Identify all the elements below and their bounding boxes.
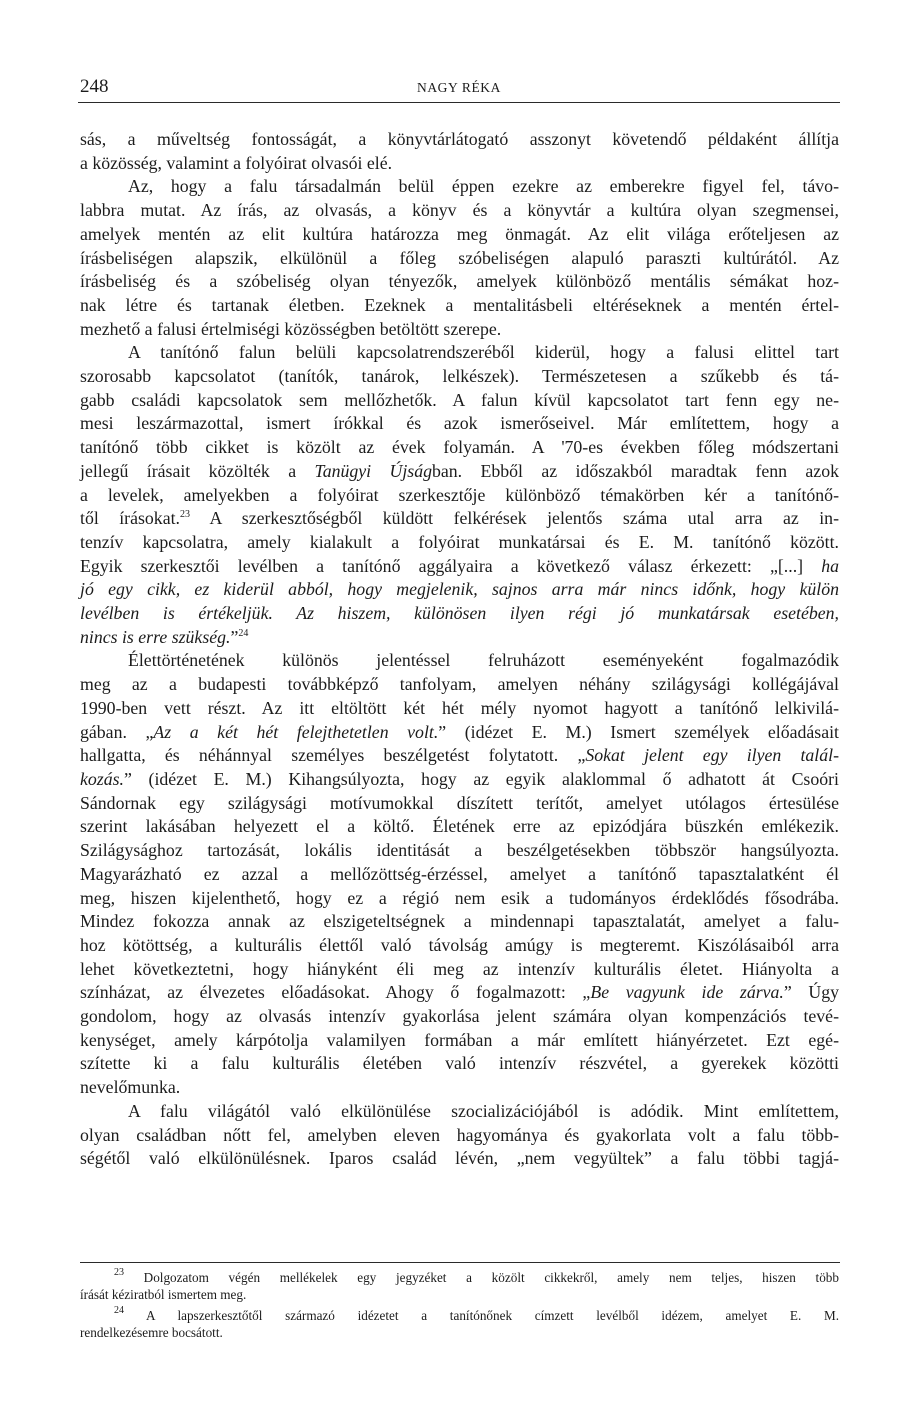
text-line: meg az a budapesti továbbképző tanfolyam, amelyen néhány szilágysági kollégájával <box>80 674 839 695</box>
running-head: NAGY RÉKA <box>416 80 502 95</box>
page-number: 248 <box>80 76 109 97</box>
paragraph <box>80 1100 839 1171</box>
text-line: írásbeliségen alapszik, elkülönül a főleg szóbeliségen alapuló paraszti kultúrától. Az <box>80 247 839 268</box>
text-run: ” <box>230 626 239 647</box>
text-line <box>80 768 839 792</box>
text-line: szerint lakásában helyezett el a költő. Életének erre az epizódjára büszkén emlékezik. <box>80 816 839 837</box>
footnote-ref-23[interactable]: 23 <box>179 509 190 521</box>
text-run: jellegű írásait közölték a <box>80 460 315 481</box>
text-line: Szilágysághoz tartozását, lokális identitását a beszélgetésekben többször hangsúlyozta. <box>80 840 839 861</box>
text-run: ” (idézet E. M.) Ismert személyek előadásait <box>438 721 839 742</box>
quote-italic: jó egy cikk, ez kiderül abból, hogy megjelenik, sajnos arra már nincs időnk, hogy külön <box>80 579 839 600</box>
text-line: a levelek, amelyekben a folyóirat szerkesztője különböző témakörben kér a tanítónő- <box>80 484 839 505</box>
text-line: olyan családban nőtt fel, amelyben eleven hagyománya és gyakorlata volt a falu több- <box>80 1124 839 1145</box>
quote-italic: Sokat jelent egy ilyen talál- <box>585 745 839 766</box>
paragraph <box>80 128 839 175</box>
text-line: hoz kötöttség, a kulturális élettől való távolság amúgy is megteremt. Kiszólásaiból arra <box>80 934 839 955</box>
paragraph <box>80 341 839 649</box>
text-line: Élettörténetének különös jelentéssel felruházott eseményeként fogalmazódik <box>128 650 839 671</box>
text-line: írásbeliség és a szóbeliség olyan tényezők, amelyek különböző mentális sémákat hoz- <box>80 271 839 292</box>
text-line: Magyarázható ez azzal a mellőzöttség-érzéssel, amelyet a tanítónő tapasztalatként él <box>80 863 839 884</box>
text-run: hallgatta, és néhánnyal személyes beszélgetést folytatott. „ <box>80 745 586 766</box>
footnote-text: A lapszerkesztőtől származó idézetet a tanítónőnek címzett levélből idézem, amelyet E. M. <box>124 1308 839 1323</box>
text-line <box>80 744 839 768</box>
text-line: gondolom, hogy az olvasás intenzív gyakorlása jelent számára olyan kompenzációs tevé- <box>80 1006 839 1027</box>
quote-italic: ha <box>821 555 839 576</box>
text-line: labbra mutat. Az írás, az olvasás, a könyv és a könyvtár a kultúra olyan szegmensei, <box>80 200 839 221</box>
footnote-line <box>80 1307 839 1324</box>
quote-italic: levélben is értékeljük. Az hiszem, különösen ilyen régi jó munkatársak esetében, <box>80 603 839 624</box>
footnote-24 <box>80 1307 839 1341</box>
text-line: kenységet, amely kárpótolja valamilyen formában a már említett hiányérzetet. Ezt egé- <box>80 1029 839 1050</box>
footnotes <box>80 1262 839 1341</box>
text-line: szítette ki a falu kulturális életében való intenzív részvétel, a gyerekek közötti <box>80 1053 839 1074</box>
text-line <box>80 721 839 745</box>
text-run: től írásokat. <box>80 508 180 529</box>
footnote-divider <box>80 1262 840 1263</box>
quote-italic: Az a két hét felejthetetlen volt. <box>153 721 439 742</box>
footnote-line: írását kéziratból ismertem meg. <box>80 1287 247 1302</box>
text-line: meg, hiszen kijelenthető, hogy ez a régió nem esik a tudományos érdeklődés fősodrába. <box>80 887 839 908</box>
text-line: sás, a műveltség fontosságát, a könyvtárlátogató asszonyt követendő példaként állítja <box>80 129 839 149</box>
footnote-number: 23 <box>114 1267 124 1278</box>
text-run: színházat, az élvezetes előadásokat. Ahogy ő fogalmazott: „ <box>80 982 591 1003</box>
text-line: lehet következtetni, hogy hiányként éli meg az intenzív kulturális életet. Hiányolta a <box>80 958 839 979</box>
quote-italic: Be vagyunk ide zárva. <box>590 982 784 1003</box>
text-run: ” Úgy <box>783 982 840 1003</box>
text-line: szorosabb kapcsolatot (tanítók, tanárok, lelkészek). Természetesen a szűkebb és tá- <box>80 366 839 387</box>
text-run: A szerkesztőségből küldött felkérések jelentős száma utal arra az in- <box>189 508 839 529</box>
text-run: ban. Ebből az időszakból maradtak fenn azok <box>431 460 839 481</box>
footnote-line: rendelkezésemre bocsátott. <box>80 1325 223 1340</box>
text-line: ségétől való elkülönülésnek. Iparos család lévén, „nem vegyültek” a falu többi tagjá- <box>80 1148 839 1169</box>
text-line <box>80 555 839 579</box>
text-run: Egyik szerkesztői levélben a tanítónő aggályaira a következő válasz érkezett: „[...] <box>80 555 822 576</box>
footnote-number: 24 <box>114 1305 124 1316</box>
paragraph <box>80 649 839 1099</box>
text-line <box>80 981 839 1005</box>
text-line: 1990-ben vett részt. Az itt eltöltött két hét mély nyomot hagyott a tanítónő lelkivilá- <box>80 697 839 718</box>
quote-italic: nincs is erre szükség. <box>80 626 231 647</box>
footnote-text: Dolgozatom végén mellékelek egy jegyzéket a közölt cikkekről, amely nem teljes, hiszen több <box>124 1270 839 1285</box>
quote-italic: kozás. <box>80 768 124 789</box>
text-line: gabb családi kapcsolatok sem mellőzhetők. A falun kívül kapcsolatot tart fenn egy ne- <box>80 389 839 410</box>
text-line: tanítónő több cikket is közölt az évek folyamán. A '70-es években főleg módszertani <box>80 437 839 458</box>
text-line <box>80 507 839 531</box>
footnote-ref-24[interactable]: 24 <box>238 627 249 639</box>
text-line: nevelőmunka. <box>80 1077 181 1098</box>
text-line: Az, hogy a falu társadalmán belül éppen ezekre az emberekre figyel fel, távo- <box>128 176 839 197</box>
text-line <box>80 460 839 484</box>
text-run: gában. „ <box>80 721 154 742</box>
text-line: Mindez fokozza annak az elszigeteltségnek a mindennapi tapasztalatát, amelyet a falu- <box>80 911 839 932</box>
text-line: nak létre és tartanak életben. Ezeknek a mentalitásbeli eltéréseknek a mentén értel- <box>80 294 839 315</box>
text-line: A falu világától való elkülönülése szocializációjából is adódik. Mint említettem, <box>128 1100 839 1121</box>
text-line <box>80 626 839 650</box>
text-line: mezhető a falusi értelmiségi közösségben betöltött szerepe. <box>80 318 502 339</box>
body-text <box>80 128 839 1171</box>
text-line: amelyek mentén az elit kultúra határozza meg önmagát. Az elit világa erőteljesen az <box>80 223 839 244</box>
footnote-23 <box>80 1269 839 1303</box>
text-line: A tanítónő falun belüli kapcsolatrendszeréből kiderül, hogy a falusi elittel tart <box>128 342 839 363</box>
text-run: ” (idézet E. M.) Kihangsúlyozta, hogy az egyik alaklommal ő adhatott át Csoóri <box>123 768 839 789</box>
text-line <box>80 578 839 602</box>
text-line <box>80 602 839 626</box>
text-line: tenzív kapcsolatra, amely kialakult a folyóirat munkatársai és E. M. tanítónő között. <box>80 531 839 552</box>
page-header <box>78 76 840 103</box>
paragraph <box>80 175 839 341</box>
journal-title: Tanügyi Újság <box>314 460 432 481</box>
text-line: Sándornak egy szilágysági motívumokkal díszített terítőt, amelyet utólagos értesülése <box>80 792 839 813</box>
text-line: a közösség, valamint a folyóirat olvasói elé. <box>80 152 393 173</box>
footnote-line <box>80 1269 839 1286</box>
text-line: mesi leszármazottal, ismert írókkal és azok ismerőseivel. Már említettem, hogy a <box>80 413 839 434</box>
